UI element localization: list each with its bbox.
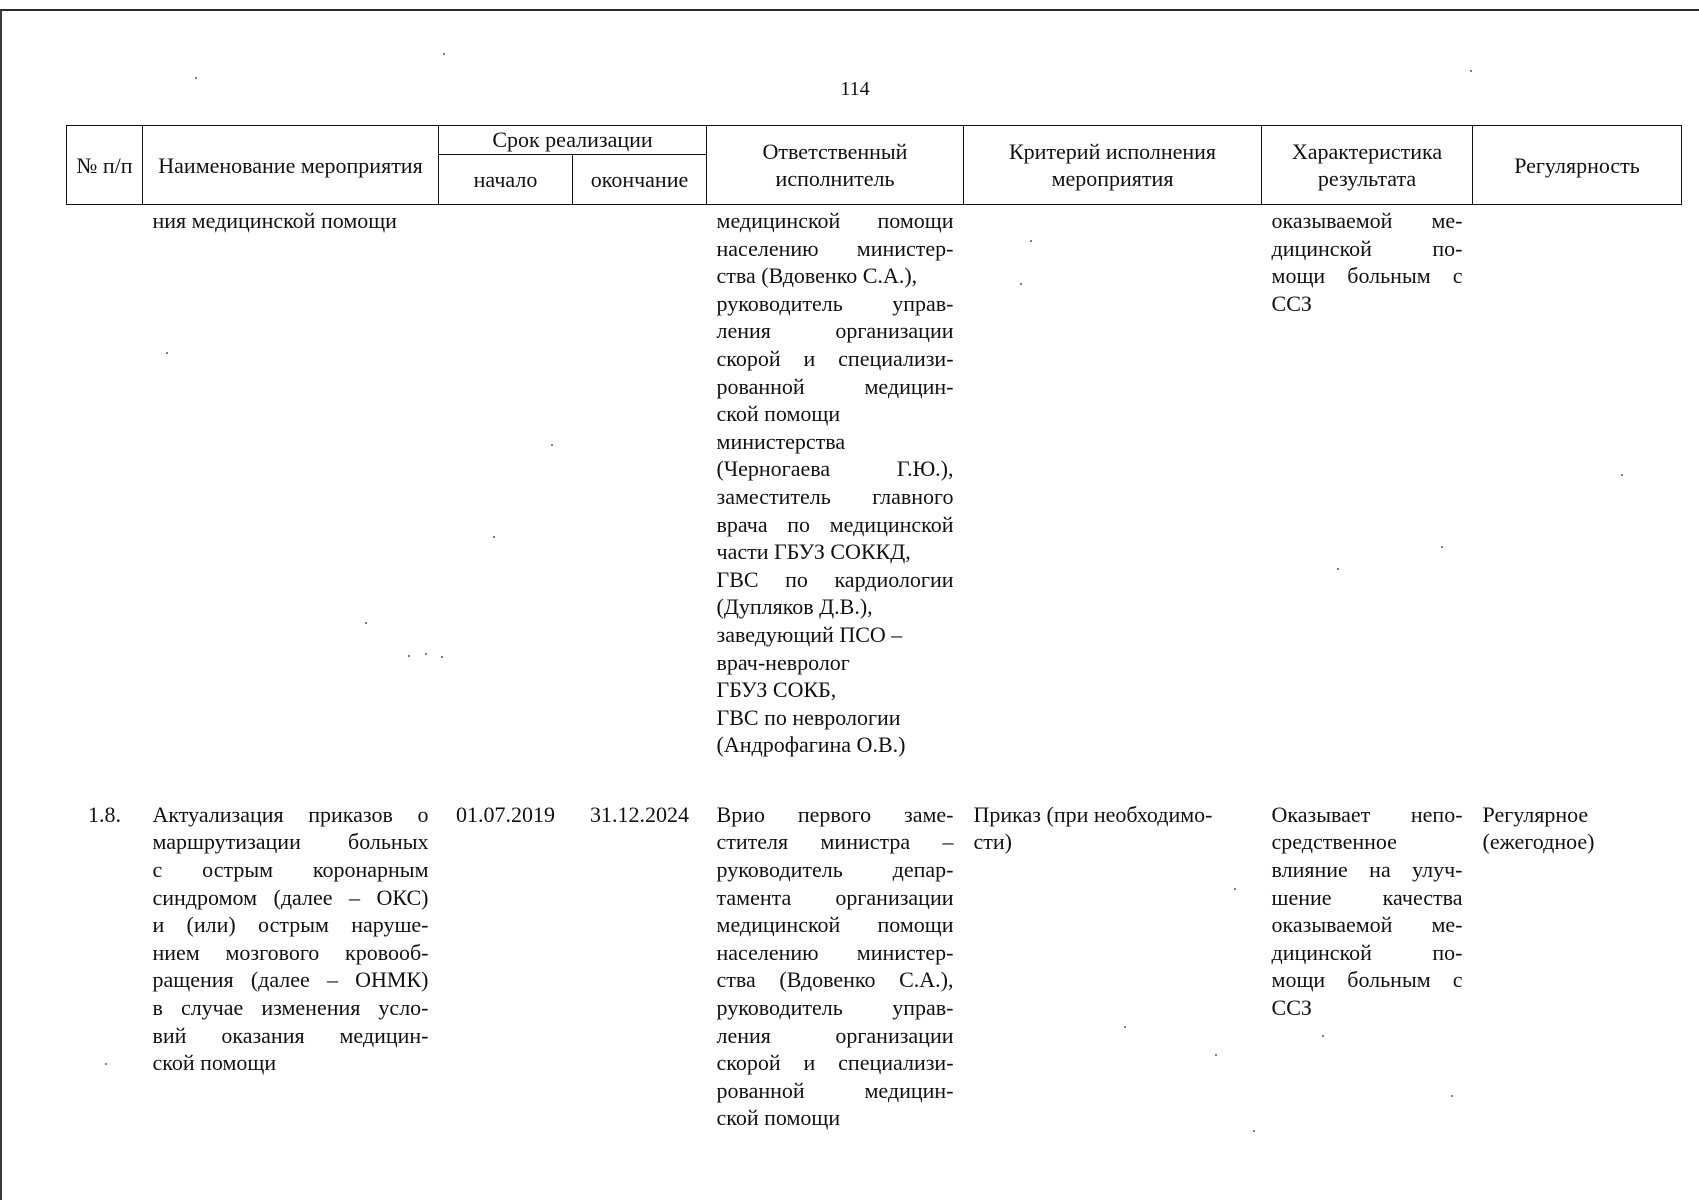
regularity-lines [1483, 801, 1672, 856]
cell-characteristic [1262, 205, 1473, 795]
scan-speck [1451, 1095, 1453, 1097]
text-line: руководитель депар- [716, 857, 954, 883]
text-line: ской помощи [152, 1050, 277, 1076]
scan-border-left [0, 9, 2, 1200]
scan-speck [1124, 1026, 1126, 1028]
text-line: Врио первого заме- [716, 801, 954, 827]
name-lines [153, 207, 429, 235]
scan-speck [1441, 546, 1443, 548]
text-line: заместитель главного [716, 483, 954, 509]
text-line: ССЗ [1271, 290, 1312, 316]
characteristic-lines [1272, 801, 1463, 1022]
scan-speck [1470, 70, 1472, 72]
responsible-lines [717, 801, 954, 1132]
text-line: стителя министра – [716, 829, 954, 855]
text-line: врач-невролог [716, 649, 850, 675]
header-regularity: Регулярность [1473, 126, 1682, 205]
text-line: в случае изменения усло- [152, 995, 429, 1021]
text-line: (ежегодное) [1482, 829, 1595, 855]
text-line: ния медицинской помощи [152, 208, 397, 233]
cell-num: 1.8. [88, 801, 121, 827]
cell-regularity [1473, 795, 1682, 1132]
cell-responsible [707, 795, 964, 1132]
header-name: Наименование мероприятия [143, 126, 439, 205]
scan-speck [365, 622, 367, 624]
text-line: ства (Вдовенко С.А.), [716, 967, 954, 993]
cell-criterion [964, 205, 1262, 795]
text-line: оказываемой ме- [1271, 912, 1463, 938]
header-period: Срок реализации [439, 126, 707, 155]
text-line: руководитель управ- [716, 290, 954, 316]
scan-speck [551, 444, 553, 446]
cell-name [143, 205, 439, 795]
text-line: ской помощи [716, 401, 841, 427]
text-line: части ГБУЗ СОККД, [716, 539, 911, 565]
text-line: ГВС по кардиологии [716, 566, 954, 592]
name-lines [153, 801, 429, 1077]
scan-speck [493, 536, 495, 538]
scan-speck [1030, 240, 1032, 242]
criterion-lines [974, 801, 1252, 856]
cell-start [439, 205, 573, 795]
characteristic-lines [1272, 207, 1463, 317]
text-line: Регулярное [1482, 801, 1589, 827]
text-line: врача по медицинской [716, 511, 954, 537]
text-line: вий оказания медицин- [152, 1022, 429, 1048]
text-line: дицинской по- [1271, 235, 1463, 261]
header-responsible: Ответственный исполнитель [707, 126, 964, 205]
header-characteristic: Характеристика результата [1262, 126, 1473, 205]
scan-speck [1215, 1054, 1217, 1056]
scan-speck [443, 53, 445, 55]
page-number: 114 [840, 78, 870, 100]
text-line: Приказ (при необходимо- [973, 801, 1213, 827]
activities-table [66, 125, 1682, 1132]
text-line: Оказывает непо- [1271, 801, 1463, 827]
cell-responsible [707, 205, 964, 795]
scan-speck [1337, 568, 1339, 570]
text-line: ления организации [716, 1022, 954, 1048]
text-line: ГВС по неврологии [716, 704, 901, 730]
text-line: скорой и специализи- [716, 345, 954, 371]
table-row-continuation [67, 205, 1682, 795]
text-line: населению министер- [716, 235, 954, 261]
text-line: ращения (далее – ОНМК) [152, 967, 429, 993]
cell-end: 31.12.2024 [590, 801, 689, 827]
text-line: синдромом (далее – ОКС) [152, 884, 429, 910]
text-line: министерства [716, 428, 846, 454]
text-line: влияние на улуч- [1271, 857, 1463, 883]
text-line: нием мозгового кровооб- [152, 939, 429, 965]
text-line: медицинской помощи [716, 208, 954, 233]
scan-speck [166, 352, 168, 354]
scan-border-top [0, 9, 1699, 11]
text-line: сти) [973, 829, 1012, 855]
scan-speck [1253, 1130, 1255, 1132]
header-criterion: Критерий исполнения мероприятия [964, 126, 1262, 205]
text-line: населению министер- [716, 939, 954, 965]
header-end: окончание [573, 154, 707, 204]
text-line: мощи больным с [1271, 967, 1463, 993]
scan-speck [1020, 283, 1022, 285]
text-line: рованной медицин- [716, 373, 954, 399]
text-line: рованной медицин- [716, 1077, 954, 1103]
text-line: ССЗ [1271, 995, 1312, 1021]
text-line: ской помощи [716, 1105, 841, 1131]
text-line: тамента организации [716, 884, 954, 910]
scan-speck [441, 656, 443, 658]
header-start: начало [439, 154, 573, 204]
scan-speck [1621, 474, 1623, 476]
text-line: (Дупляков Д.В.), [716, 594, 873, 620]
cell-num [67, 205, 143, 795]
text-line: средственное [1271, 829, 1397, 855]
text-line: медицинской помощи [716, 912, 954, 938]
scan-speck [425, 653, 427, 655]
text-line: скорой и специализи- [716, 1050, 954, 1076]
table-header [67, 126, 1682, 205]
scan-speck [1322, 1035, 1324, 1037]
text-line: руководитель управ- [716, 995, 954, 1021]
cell-criterion [964, 795, 1262, 1132]
responsible-lines [717, 207, 954, 759]
cell-start: 01.07.2019 [456, 801, 555, 827]
text-line: дицинской по- [1271, 939, 1463, 965]
scan-speck [105, 1063, 107, 1065]
text-line: ства (Вдовенко С.А.), [716, 263, 918, 289]
text-line: заведующий ПСО – [716, 621, 903, 647]
cell-name [143, 795, 439, 1132]
text-line: оказываемой ме- [1271, 208, 1463, 233]
scan-speck [195, 77, 197, 79]
scan-speck [408, 655, 410, 657]
scan-speck [1234, 888, 1236, 890]
text-line: ГБУЗ СОКБ, [716, 677, 837, 703]
text-line: маршрутизации больных [152, 829, 429, 855]
text-line: ления организации [716, 318, 954, 344]
text-line: с острым коронарным [152, 857, 429, 883]
table-row-1-8 [67, 795, 1682, 1132]
cell-characteristic [1262, 795, 1473, 1132]
header-num: № п/п [67, 126, 143, 205]
cell-regularity [1473, 205, 1682, 795]
text-line: (Черногаева Г.Ю.), [716, 456, 954, 482]
text-line: шение качества [1271, 884, 1463, 910]
text-line: (Андрофагина О.В.) [716, 732, 906, 758]
cell-end [573, 205, 707, 795]
text-line: и (или) острым наруше- [152, 912, 429, 938]
text-line: мощи больным с [1271, 263, 1463, 289]
text-line: Актуализация приказов о [152, 801, 429, 827]
